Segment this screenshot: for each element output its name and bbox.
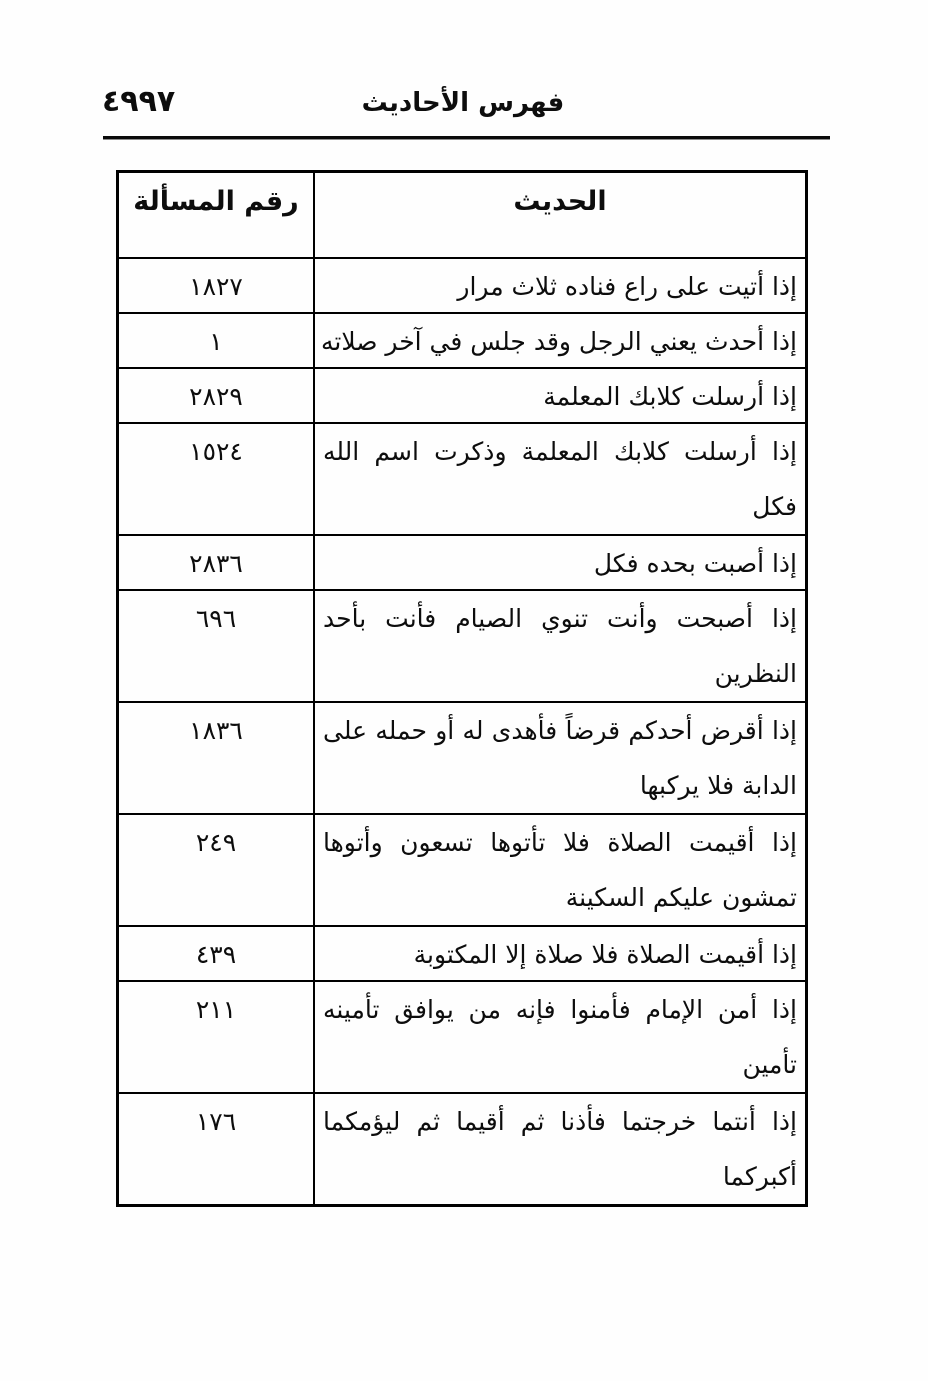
hadith-text: إذا أمن الإمام فأمنوا فإنه من يوافق تأمينه تأمين [323,995,797,1079]
hadith-text: إذا أحدث يعني الرجل وقد جلس في آخر صلاته [320,327,797,356]
hadith-cell [313,369,805,422]
hadith-text: فكل [752,492,797,521]
table-row [119,980,805,1092]
issue-number: ٢٨٢٩ [189,382,243,411]
issue-number: ١٧٦ [195,1107,237,1136]
hadith-cell [313,815,805,925]
table-row [119,813,805,925]
hadith-cell [313,536,805,589]
issue-number: ١٨٢٧ [189,272,243,301]
header-rule [103,136,830,139]
hadith-column-header: الحديث [513,186,607,217]
issue-number: ١ [209,327,223,356]
table-row [119,589,805,701]
issue-number: ٦٩٦ [195,604,237,633]
number-header-cell [119,173,313,257]
table-row [119,701,805,813]
hadith-text: إذا أقيمت الصلاة فلا تأتوها تسعون وأتوها [323,828,797,857]
hadith-cell [313,703,805,813]
hadith-cell [313,982,805,1092]
hadith-text: أكبركما [722,1162,797,1191]
table-row [119,1092,805,1204]
hadith-text: إذا أتيت على راع فناده ثلاث مرار [457,272,797,301]
hadith-cell [313,927,805,980]
hadith-cell [313,424,805,534]
table-row [119,925,805,980]
hadith-index-table [116,170,808,1207]
hadith-text: إذا أنتما خرجتما فأذنا ثم أقيما ثم ليؤمكما [323,1107,797,1136]
issue-number: ١٨٣٦ [189,716,243,745]
hadith-text: إذا أصبت بحده فكل [593,549,797,578]
hadith-header-cell [313,173,805,257]
page-number: ٤٩٩٧ [102,84,176,119]
issue-number: ٢٤٩ [195,828,237,857]
table-row [119,312,805,367]
hadith-text: تمشون عليكم السكينة [565,883,797,912]
issue-number: ٤٣٩ [195,940,237,969]
number-column-header: رقم المسألة [133,186,299,217]
hadith-cell [313,314,805,367]
hadith-cell [313,259,805,312]
hadith-text: إذا أرسلت كلابك المعلمة وذكرت اسم الله [323,437,797,466]
hadith-text: إذا أقرض أحدكم قرضاً فأهدى له أو حمله على [323,716,797,745]
table-row [119,367,805,422]
table-row [119,422,805,534]
issue-number: ١٥٢٤ [189,437,243,466]
hadith-text: إذا أرسلت كلابك المعلمة [543,382,797,411]
hadith-text: إذا أصبحت وأنت تنوي الصيام فأنت بأحد [323,604,797,633]
hadith-cell [313,591,805,701]
page-title: فهرس الأحاديث [361,88,565,118]
hadith-text: الدابة فلا يركبها [639,771,797,800]
issue-number: ٢١١ [195,995,237,1024]
hadith-cell [313,1094,805,1204]
hadith-text: إذا أقيمت الصلاة فلا صلاة إلا المكتوبة [413,940,797,969]
table-header-row [119,173,805,257]
issue-number: ٢٨٣٦ [189,549,243,578]
table-row [119,257,805,312]
table-row [119,534,805,589]
hadith-text: النظرين [714,659,797,688]
